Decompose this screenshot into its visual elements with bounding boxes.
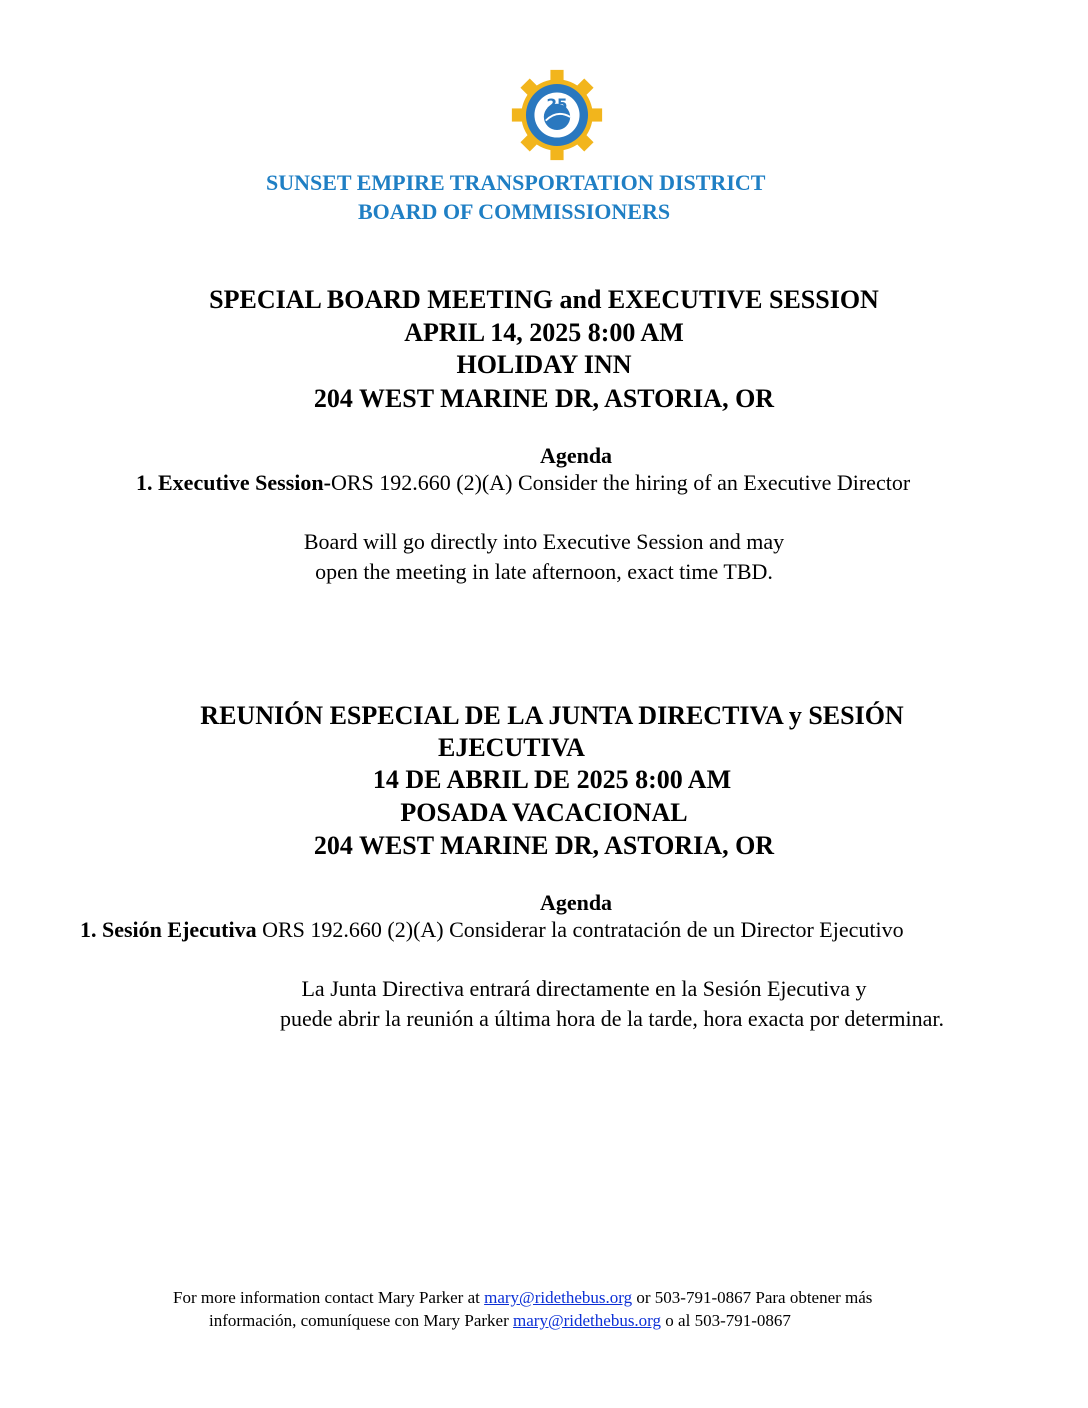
spanish-item-text: ORS 192.660 (2)(A) Considerar la contratación de un Director Ejecutivo bbox=[256, 917, 904, 942]
spanish-note-line2: puede abrir la reunión a última hora de la tarde, hora exacta por determinar. bbox=[280, 1006, 944, 1031]
english-agenda-label: Agenda bbox=[539, 443, 613, 468]
district-logo bbox=[510, 68, 604, 162]
spanish-title-line2: EJECUTIVA bbox=[438, 733, 585, 762]
english-title: SPECIAL BOARD MEETING and EXECUTIVE SESSION bbox=[209, 285, 879, 314]
english-note-line2: open the meeting in late afternoon, exact time TBD. bbox=[315, 559, 773, 584]
footer-line1 bbox=[173, 1288, 872, 1308]
spanish-address: 204 WEST MARINE DR, ASTORIA, OR bbox=[313, 831, 775, 860]
spanish-datetime: 14 DE ABRIL DE 2025 8:00 AM bbox=[372, 765, 732, 794]
english-item-text: ORS 192.660 (2)(A) Consider the hiring of an Executive Director bbox=[330, 470, 911, 495]
logo-text: 25 bbox=[546, 95, 568, 114]
footer-line2-prefix: información, comuníquese con Mary Parker bbox=[209, 1311, 514, 1330]
footer-email-link-1[interactable]: mary@ridethebus.org bbox=[484, 1288, 633, 1307]
org-name: SUNSET EMPIRE TRANSPORTATION DISTRICT bbox=[266, 170, 766, 195]
english-address: 204 WEST MARINE DR, ASTORIA, OR bbox=[313, 384, 775, 413]
spanish-note-line1: La Junta Directiva entrará directamente en la Sesión Ejecutiva y bbox=[301, 976, 867, 1001]
english-venue: HOLIDAY INN bbox=[456, 350, 632, 379]
spanish-agenda-label: Agenda bbox=[539, 890, 613, 915]
spanish-title-line1: REUNIÓN ESPECIAL DE LA JUNTA DIRECTIVA y SESIÓN bbox=[200, 701, 904, 730]
footer-email-link-2[interactable]: mary@ridethebus.org bbox=[513, 1311, 662, 1330]
english-item-title: 1. Executive Session- bbox=[136, 470, 331, 495]
footer-line2 bbox=[209, 1311, 791, 1331]
spanish-agenda-item bbox=[80, 917, 904, 943]
footer-line1-prefix: For more information contact Mary Parker at bbox=[173, 1288, 485, 1307]
spanish-venue: POSADA VACACIONAL bbox=[400, 798, 688, 827]
spanish-item-title: 1. Sesión Ejecutiva bbox=[80, 917, 257, 942]
org-subtitle: BOARD OF COMMISSIONERS bbox=[358, 199, 671, 224]
footer-line1-suffix: or 503-791-0867 Para obtener más bbox=[632, 1288, 873, 1307]
footer-line2-suffix: o al 503-791-0867 bbox=[661, 1311, 791, 1330]
english-note-line1: Board will go directly into Executive Session and may bbox=[303, 529, 785, 554]
english-datetime: APRIL 14, 2025 8:00 AM bbox=[404, 318, 684, 347]
english-agenda-item bbox=[136, 470, 910, 496]
